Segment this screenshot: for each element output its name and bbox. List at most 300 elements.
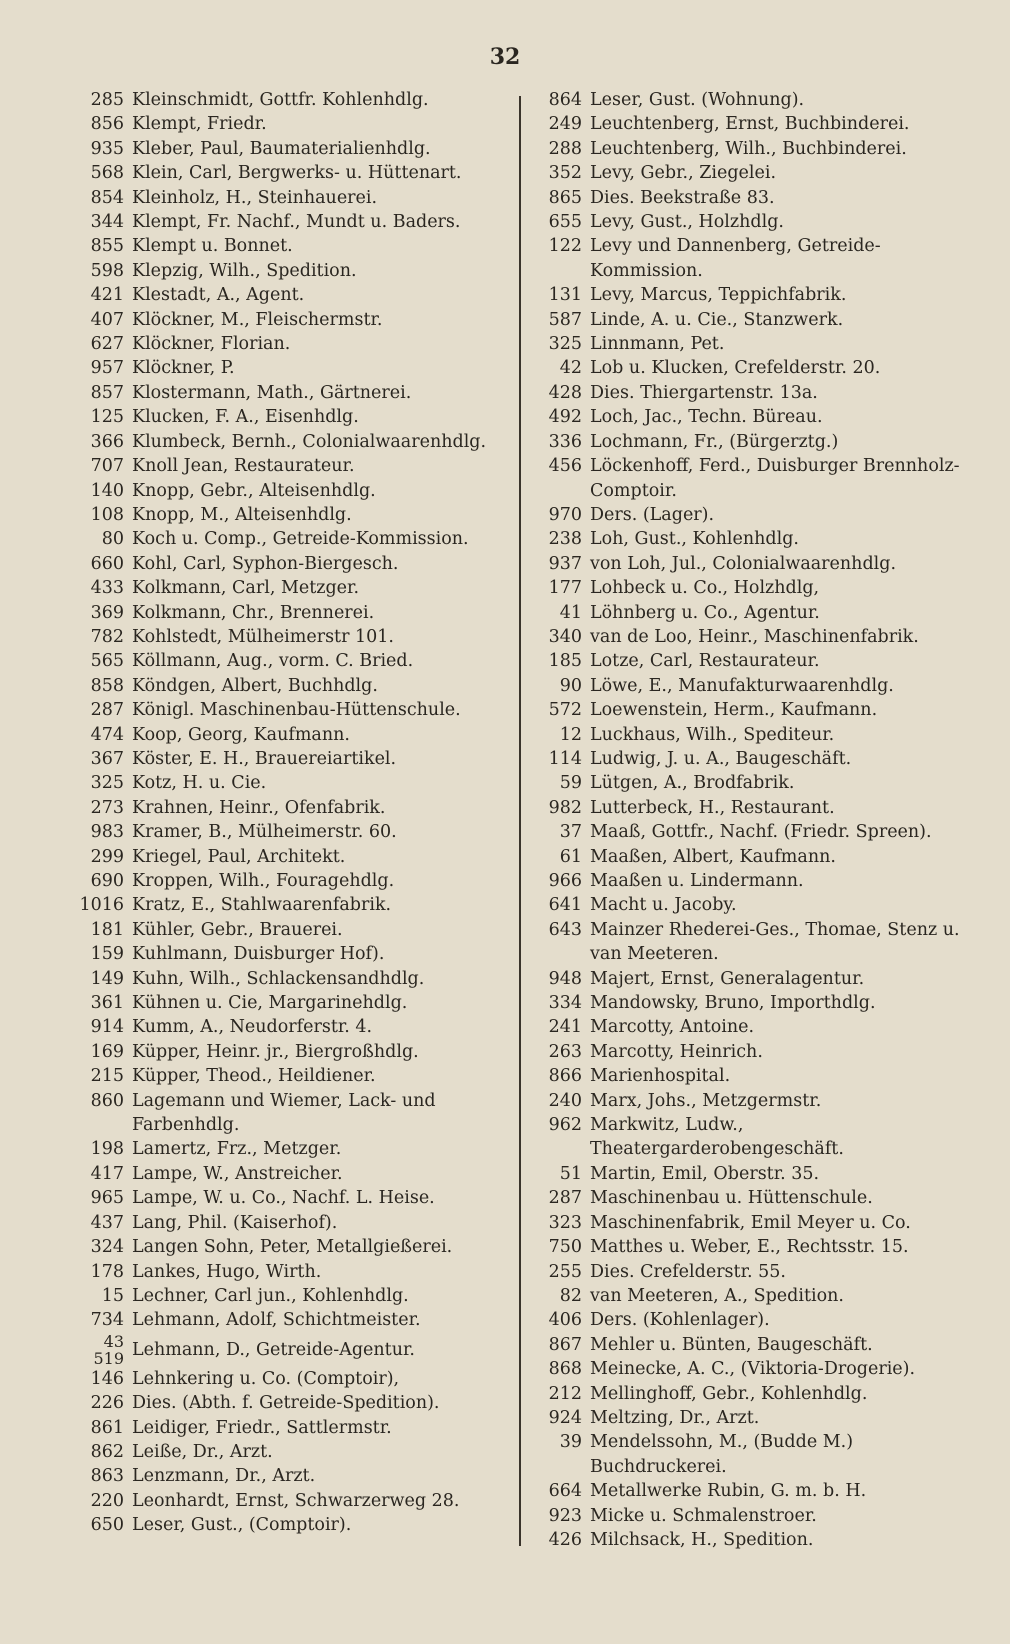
entry-number: 962 (548, 1115, 582, 1136)
entry-text: Levy, Marcus, Teppichfabrik. (590, 285, 847, 306)
directory-entry (536, 893, 996, 917)
directory-entry (536, 1528, 996, 1552)
entry-text: Kroppen, Wilh., Fouragehdlg. (132, 871, 395, 891)
entry-number: 935 (90, 138, 124, 159)
directory-entry (78, 1284, 528, 1308)
entry-number: 285 (90, 90, 124, 110)
directory-entry (536, 1015, 996, 1039)
entry-text: Mandowsky, Bruno, Importhdlg. (590, 993, 876, 1014)
directory-entry (78, 161, 528, 185)
directory-entry (78, 601, 528, 625)
entry-number: 159 (90, 944, 124, 965)
column-divider (519, 96, 521, 1546)
directory-entry (78, 405, 528, 429)
directory-entry (78, 1333, 528, 1367)
entry-text: Lampe, W. u. Co., Nachf. L. Heise. (132, 1188, 435, 1209)
entry-number: 983 (90, 822, 124, 843)
entry-text: Lochmann, Fr., (Bürgerztg.) (590, 431, 839, 452)
directory-entry (536, 1064, 996, 1088)
entry-number: 868 (548, 1359, 582, 1380)
entry-text: Klepzig, Wilh., Spedition. (132, 260, 357, 281)
entry-number: 664 (548, 1481, 582, 1502)
entry-number-second: 519 (93, 1348, 124, 1368)
entry-number: 914 (90, 1017, 124, 1038)
entry-number: 340 (548, 626, 582, 647)
entry-number: 966 (548, 871, 582, 891)
entry-text: Köster, E. H., Brauereiartikel. (132, 748, 397, 769)
directory-entry (536, 845, 996, 869)
entry-number: 433 (90, 578, 124, 599)
entry-text: Loh, Gust., Kohlenhdlg. (590, 529, 799, 550)
directory-entry (536, 625, 996, 649)
entry-number: 865 (548, 187, 582, 208)
directory-entry (78, 1260, 528, 1284)
directory-entry (78, 796, 528, 820)
entry-text: Lampe, W., Anstreicher. (132, 1163, 343, 1184)
directory-entry (536, 771, 996, 795)
entry-text: Markwitz, Ludw., Theatergarderobengeschäft. (590, 1115, 844, 1160)
entry-number: 352 (548, 163, 582, 184)
directory-entry (536, 1113, 996, 1162)
entry-number: 421 (90, 285, 124, 306)
directory-entry (78, 210, 528, 234)
entry-text: Leonhardt, Ernst, Schwarzerweg 28. (132, 1490, 460, 1511)
entry-text: Meinecke, A. C., (Viktoria-Drogerie). (590, 1359, 916, 1380)
directory-entry (536, 796, 996, 820)
entry-number: 212 (548, 1383, 582, 1404)
entry-number: 238 (548, 529, 582, 550)
entry-number: 734 (90, 1310, 124, 1331)
entry-number: 361 (90, 993, 124, 1014)
entry-number: 255 (548, 1261, 582, 1282)
directory-entry (536, 723, 996, 747)
entry-number: 367 (90, 748, 124, 769)
entry-number: 406 (548, 1310, 582, 1331)
entry-number: 51 (559, 1163, 582, 1184)
entry-text: Maaßen u. Lindermann. (590, 871, 804, 891)
directory-entry (536, 454, 996, 503)
entry-number: 982 (548, 797, 582, 818)
entry-number: 241 (548, 1017, 582, 1038)
entry-text: Marcotty, Antoine. (590, 1017, 755, 1038)
directory-entry (78, 527, 528, 551)
entry-text: Lohbeck u. Co., Holzhdlg, (590, 578, 820, 599)
entry-number: 641 (548, 895, 582, 916)
entry-number: 37 (559, 822, 582, 843)
directory-entry (536, 1211, 996, 1235)
entry-number: 866 (548, 1066, 582, 1087)
directory-entry (536, 1235, 996, 1259)
entry-number-first: 43 (103, 1331, 124, 1351)
entry-number: 860 (90, 1090, 124, 1111)
entry-text: Linnmann, Pet. (590, 334, 725, 355)
entry-text: Linde, A. u. Cie., Stanzwerk. (590, 309, 844, 330)
directory-entry (78, 1162, 528, 1186)
entry-text: Lagemann und Wiemer, Lack- und Farbenhdlg. (132, 1090, 436, 1136)
entry-number: 41 (559, 602, 582, 623)
entry-text: van de Loo, Heinr., Maschinenfabrik. (590, 626, 919, 647)
directory-entry (78, 552, 528, 576)
entry-number: 344 (90, 212, 124, 233)
entry-number: 226 (90, 1393, 124, 1414)
entry-number: 867 (548, 1334, 582, 1355)
entry-text: Lehmann, Adolf, Schichtmeister. (132, 1310, 421, 1331)
entry-text: Dies. Thiergartenstr. 13a. (590, 382, 818, 403)
entry-number: 426 (548, 1529, 582, 1550)
directory-entry (536, 1284, 996, 1308)
entry-number: 924 (548, 1407, 582, 1428)
entry-text: Klöckner, P. (132, 358, 235, 379)
entry-number: 660 (90, 553, 124, 574)
directory-entry (78, 576, 528, 600)
directory-entry (536, 503, 996, 527)
entry-text: Marcotty, Heinrich. (590, 1041, 763, 1062)
entry-text: Kühler, Gebr., Brauerei. (132, 919, 343, 940)
entry-text: Meltzing, Dr., Arzt. (590, 1407, 760, 1428)
entry-text: Leser, Gust., (Comptoir). (132, 1515, 352, 1536)
entry-text: Maschinenfabrik, Emil Meyer u. Co. (590, 1212, 911, 1233)
directory-entry (78, 1089, 528, 1138)
directory-entry (536, 1162, 996, 1186)
entry-text: Ders. (Lager). (590, 504, 715, 525)
entry-number: 863 (90, 1466, 124, 1487)
entry-text: Micke u. Schmalenstroer. (590, 1505, 817, 1526)
entry-text: Ders. (Kohlenlager). (590, 1310, 770, 1331)
entry-number: 598 (90, 260, 124, 281)
directory-entry (536, 332, 996, 356)
entry-number: 288 (548, 138, 582, 159)
entry-number: 324 (90, 1237, 124, 1258)
directory-entry (78, 454, 528, 478)
entry-text: Kleinholz, H., Steinhauerei. (132, 187, 378, 208)
entry-number: 273 (90, 797, 124, 818)
entry-text: Kohlstedt, Mülheimerstr 101. (132, 626, 394, 647)
entry-number: 263 (548, 1041, 582, 1062)
entry-text: Mellinghoff, Gebr., Kohlenhdlg. (590, 1383, 868, 1404)
directory-entry (536, 747, 996, 771)
directory-entry (78, 1367, 528, 1391)
directory-entry (536, 527, 996, 551)
entry-number: 492 (548, 407, 582, 428)
entry-number: 177 (548, 578, 582, 599)
entry-text: Leidiger, Friedr., Sattlermstr. (132, 1417, 392, 1438)
entry-text: Mainzer Rhederei-Ges., Thomae, Stenz u. van Meeteren. (590, 919, 960, 965)
directory-entry (536, 552, 996, 576)
directory-entry (78, 1040, 528, 1064)
directory-entry (78, 918, 528, 942)
entry-text: Kleber, Paul, Baumaterialienhdlg. (132, 138, 431, 159)
entry-number: 287 (548, 1188, 582, 1209)
directory-entry (78, 479, 528, 503)
directory-entry (78, 283, 528, 307)
directory-entry (78, 625, 528, 649)
directory-entry (536, 234, 996, 283)
directory-entry (78, 381, 528, 405)
directory-entry (78, 845, 528, 869)
entry-number: 750 (548, 1237, 582, 1258)
directory-entry (78, 503, 528, 527)
entry-number: 185 (548, 651, 582, 672)
directory-entry (536, 1089, 996, 1113)
entry-number: 923 (548, 1505, 582, 1526)
entry-number: 782 (90, 626, 124, 647)
directory-entry (536, 991, 996, 1015)
entry-text: Königl. Maschinenbau-Hüttenschule. (132, 700, 461, 721)
directory-entry (78, 356, 528, 380)
directory-entry (536, 1040, 996, 1064)
left-column (78, 88, 528, 1538)
entry-text: Löhnberg u. Co., Agentur. (590, 602, 820, 623)
entry-text: Langen Sohn, Peter, Metallgießerei. (132, 1237, 453, 1258)
entry-number: 82 (559, 1285, 582, 1306)
directory-entry (78, 674, 528, 698)
entry-text: Leser, Gust. (Wohnung). (590, 90, 805, 110)
entry-number: 970 (548, 504, 582, 525)
entry-number: 366 (90, 431, 124, 452)
directory-entry (536, 967, 996, 991)
entry-text: Luckhaus, Wilh., Spediteur. (590, 724, 835, 745)
directory-entry (78, 1489, 528, 1513)
entry-text: Levy und Dannenberg, Getreide-Kommission. (590, 236, 881, 281)
entry-text: Ludwig, J. u. A., Baugeschäft. (590, 748, 852, 769)
entry-text: Klempt, Friedr. (132, 114, 267, 135)
entry-number: 15 (101, 1285, 124, 1306)
entry-text: Milchsack, H., Spedition. (590, 1529, 814, 1550)
directory-entry (536, 1430, 996, 1479)
directory-entry (78, 1064, 528, 1088)
entry-text: Majert, Ernst, Generalagentur. (590, 968, 865, 989)
entry-number (78, 1333, 124, 1367)
entry-text: Lang, Phil. (Kaiserhof). (132, 1212, 338, 1233)
entry-number: 948 (548, 968, 582, 989)
entry-number: 655 (548, 212, 582, 233)
entry-number: 650 (90, 1515, 124, 1536)
entry-number: 240 (548, 1090, 582, 1111)
directory-entry (78, 186, 528, 210)
entry-text: Matthes u. Weber, E., Rechtsstr. 15. (590, 1237, 909, 1258)
directory-entry (78, 1440, 528, 1464)
entry-text: Lehmann, D., Getreide-Agentur. (132, 1339, 415, 1360)
entry-text: Maaß, Gottfr., Nachf. (Friedr. Spreen). (590, 822, 932, 843)
entry-text: Lob u. Klucken, Crefelderstr. 20. (590, 358, 881, 379)
entry-text: von Loh, Jul., Colonialwaarenhdlg. (590, 553, 897, 574)
entry-text: Klöckner, M., Fleischermstr. (132, 309, 383, 330)
directory-entry (78, 1513, 528, 1537)
entry-number: 59 (559, 773, 582, 794)
entry-text: Kuhn, Wilh., Schlackensandhdlg. (132, 968, 425, 989)
entry-number: 12 (559, 724, 582, 745)
directory-entry (536, 381, 996, 405)
directory-entry (78, 893, 528, 917)
entry-text: Klucken, F. A., Eisenhdlg. (132, 407, 359, 428)
entry-number: 249 (548, 114, 582, 135)
entry-text: Knoll Jean, Restaurateur. (132, 456, 355, 477)
directory-entry (78, 308, 528, 332)
directory-entry (536, 88, 996, 112)
entry-text: Krahnen, Heinr., Ofenfabrik. (132, 797, 386, 818)
directory-entry (78, 1235, 528, 1259)
entry-text: Lütgen, A., Brodfabrik. (590, 773, 795, 794)
entry-text: Köndgen, Albert, Buchhdlg. (132, 675, 378, 696)
entry-text: Leiße, Dr., Arzt. (132, 1441, 273, 1462)
entry-text: Köllmann, Aug., vorm. C. Bried. (132, 651, 414, 672)
entry-text: Levy, Gust., Holzhdlg. (590, 212, 784, 233)
entry-text: van Meeteren, A., Spedition. (590, 1285, 844, 1306)
entry-number: 437 (90, 1212, 124, 1233)
entry-number: 861 (90, 1417, 124, 1438)
entry-text: Löwe, E., Manufakturwaarenhdlg. (590, 675, 894, 696)
entry-number: 114 (548, 748, 582, 769)
directory-entry (536, 698, 996, 722)
entry-text: Kleinschmidt, Gottfr. Kohlenhdlg. (132, 90, 429, 110)
directory-entry (536, 112, 996, 136)
entry-text: Lenzmann, Dr., Arzt. (132, 1466, 316, 1487)
entry-text: Kuhlmann, Duisburger Hof). (132, 944, 385, 965)
entry-number: 965 (90, 1188, 124, 1209)
entry-text: Kohl, Carl, Syphon-Biergesch. (132, 553, 399, 574)
directory-entry (78, 869, 528, 893)
entry-text: Küpper, Heinr. jr., Biergroßhdlg. (132, 1041, 419, 1062)
entry-text: Leuchtenberg, Ernst, Buchbinderei. (590, 114, 910, 135)
directory-entry (536, 1357, 996, 1381)
entry-text: Marienhospital. (590, 1066, 731, 1087)
directory-entry (78, 1137, 528, 1161)
entry-number: 417 (90, 1163, 124, 1184)
directory-entry (78, 942, 528, 966)
directory-entry (78, 649, 528, 673)
entry-number: 334 (548, 993, 582, 1014)
entry-text: Kriegel, Paul, Architekt. (132, 846, 346, 867)
entry-text: Kramer, B., Mülheimerstr. 60. (132, 822, 397, 843)
entry-number: 181 (90, 919, 124, 940)
directory-entry (536, 356, 996, 380)
entry-number: 369 (90, 602, 124, 623)
entry-number: 572 (548, 700, 582, 721)
directory-entry (536, 308, 996, 332)
entry-text: Lutterbeck, H., Restaurant. (590, 797, 835, 818)
entry-number: 428 (548, 382, 582, 403)
directory-entry (536, 430, 996, 454)
entry-number: 39 (559, 1432, 582, 1453)
directory-entry (536, 161, 996, 185)
entry-text: Lotze, Carl, Restaurateur. (590, 651, 820, 672)
entry-text: Levy, Gebr., Ziegelei. (590, 163, 777, 184)
entry-number: 80 (101, 529, 124, 550)
entry-text: Lankes, Hugo, Wirth. (132, 1261, 322, 1282)
entry-number: 178 (90, 1261, 124, 1282)
directory-entry (536, 1308, 996, 1332)
directory-entry (78, 771, 528, 795)
directory-entry (536, 869, 996, 893)
entry-number: 854 (90, 187, 124, 208)
directory-entry (78, 112, 528, 136)
directory-entry (78, 991, 528, 1015)
entry-text: Klöckner, Florian. (132, 334, 291, 355)
entry-number: 858 (90, 675, 124, 696)
entry-text: Löckenhoff, Ferd., Duisburger Brennholz-Comptoir. (590, 456, 960, 501)
directory-entry (78, 1416, 528, 1440)
entry-text: Loewenstein, Herm., Kaufmann. (590, 700, 878, 721)
directory-entry (536, 137, 996, 161)
directory-entry (536, 186, 996, 210)
directory-entry (78, 1015, 528, 1039)
entry-number: 325 (548, 334, 582, 355)
entry-text: Klumbeck, Bernh., Colonialwaarenhdlg. (132, 431, 487, 452)
directory-entry (536, 1479, 996, 1503)
entry-text: Macht u. Jacoby. (590, 895, 737, 916)
directory-entry (536, 1382, 996, 1406)
directory-entry (78, 820, 528, 844)
entry-text: Lechner, Carl jun., Kohlenhdlg. (132, 1285, 409, 1306)
directory-entry (78, 747, 528, 771)
entry-number: 336 (548, 431, 582, 452)
entry-number: 169 (90, 1041, 124, 1062)
entry-number: 1016 (79, 895, 124, 916)
directory-entry (536, 601, 996, 625)
entry-number: 125 (90, 407, 124, 428)
entry-text: Metallwerke Rubin, G. m. b. H. (590, 1481, 867, 1502)
entry-text: Klein, Carl, Bergwerks- u. Hüttenart. (132, 163, 462, 184)
directory-entry (78, 967, 528, 991)
entry-number: 215 (90, 1066, 124, 1087)
entry-text: Kühnen u. Cie, Margarinehdlg. (132, 993, 408, 1014)
entry-text: Lamertz, Frz., Metzger. (132, 1139, 342, 1160)
directory-entry (78, 698, 528, 722)
entry-text: Küpper, Theod., Heildiener. (132, 1066, 376, 1087)
entry-text: Lehnkering u. Co. (Comptoir), (132, 1368, 400, 1389)
entry-text: Kolkmann, Chr., Brennerei. (132, 602, 375, 623)
entry-number: 643 (548, 919, 582, 940)
entry-number: 149 (90, 968, 124, 989)
entry-number: 61 (559, 846, 582, 867)
entry-text: Mehler u. Bünten, Baugeschäft. (590, 1334, 873, 1355)
entry-text: Klempt u. Bonnet. (132, 236, 293, 257)
directory-entry (78, 234, 528, 258)
entry-text: Klestadt, A., Agent. (132, 285, 305, 306)
entry-text: Dies. Beekstraße 83. (590, 187, 775, 208)
entry-number: 627 (90, 334, 124, 355)
entry-number: 690 (90, 871, 124, 891)
right-column (536, 88, 996, 1552)
directory-entry (78, 88, 528, 112)
entry-text: Maaßen, Albert, Kaufmann. (590, 846, 836, 867)
entry-text: Loch, Jac., Techn. Büreau. (590, 407, 823, 428)
entry-text: Koop, Georg, Kaufmann. (132, 724, 350, 745)
entry-text: Mendelssohn, M., (Budde M.) Buchdruckerei. (590, 1432, 854, 1477)
directory-entry (536, 1186, 996, 1210)
entry-text: Klostermann, Math., Gärtnerei. (132, 382, 412, 403)
entry-number: 131 (548, 285, 582, 306)
directory-entry (536, 820, 996, 844)
directory-entry (536, 405, 996, 429)
entry-number: 568 (90, 163, 124, 184)
entry-number: 937 (548, 553, 582, 574)
directory-entry (78, 1464, 528, 1488)
entry-number: 587 (548, 309, 582, 330)
entry-text: Marx, Johs., Metzgermstr. (590, 1090, 822, 1111)
entry-number: 565 (90, 651, 124, 672)
entry-number: 474 (90, 724, 124, 745)
entry-number: 707 (90, 456, 124, 477)
entry-number: 299 (90, 846, 124, 867)
entry-text: Kratz, E., Stahlwaarenfabrik. (132, 895, 392, 916)
entry-text: Koch u. Comp., Getreide-Kommission. (132, 529, 469, 550)
entry-number: 862 (90, 1441, 124, 1462)
directory-entry (78, 1186, 528, 1210)
directory-entry (78, 1391, 528, 1415)
entry-text: Knopp, M., Alteisenhdlg. (132, 504, 352, 525)
entry-number: 198 (90, 1139, 124, 1160)
